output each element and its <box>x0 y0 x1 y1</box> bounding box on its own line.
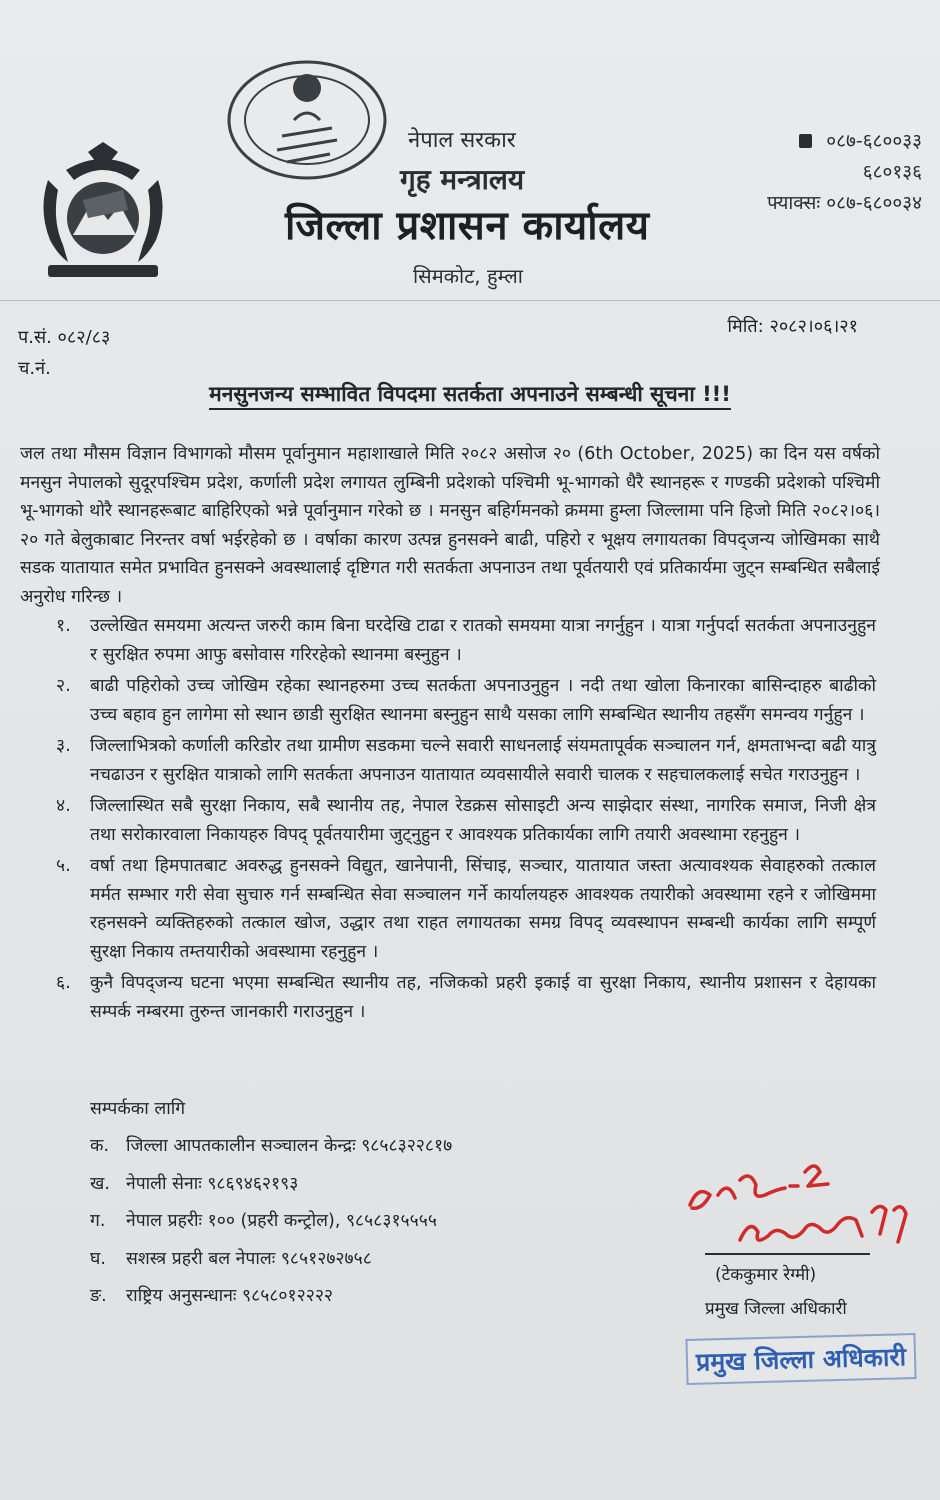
office-location: सिमकोट, हुम्ला <box>413 264 523 288</box>
list-item <box>56 852 876 966</box>
list-item <box>56 792 876 849</box>
item-text: जिल्लास्थित सबै सुरक्षा निकाय, सबै स्थानीय तह, नेपाल रेडक्रस सोसाइटी अन्य साझेदार संस्था, नागरिक समाज, निजी क्षेत्र तथा सरोकारवाला निकायहरु विपद् पूर्वतयारीमा जुट्नुहुन र आवश्यक प्रतिकार्यका लागि तयारी अवस्थामा रहनुहुन । <box>90 796 876 845</box>
official-stamp: प्रमुख जिल्ला अधिकारी <box>685 1333 916 1385</box>
contact-row <box>90 1166 610 1204</box>
ministry-name: गृह मन्त्रालय <box>400 163 525 196</box>
contact-row <box>90 1128 610 1166</box>
item-text: जिल्लाभित्रको कर्णाली करिडोर तथा ग्रामीण सडकमा चल्ने सवारी साधनलाई संयमतापूर्वक सञ्चालन गर्न, क्षमताभन्दा बढी यात्रु नचढाउन र सुरक्षित यात्राको लागि सतर्कता अपनाउन यातायात व्यवसायीले सवारी चालक र सहचालकलाई सचेत गराउनुहुन । <box>90 736 876 785</box>
dispatch-number: च.नं. <box>18 358 51 379</box>
instruction-list <box>56 612 876 1029</box>
handwritten-signature-icon <box>680 1150 920 1260</box>
office-seal-icon <box>222 58 392 188</box>
government-name: नेपाल सरकार <box>408 128 516 153</box>
contact-key: क. <box>90 1136 110 1156</box>
item-number: ४. <box>56 796 71 816</box>
notice-subject <box>0 380 940 408</box>
item-text: उल्लेखित समयमा अत्यन्त जरुरी काम बिना घरदेखि टाढा र रातको समयमा यात्रा नगर्नुहुन । यात्रा गर्नुपर्दा सतर्कता अपनाउनुहुन र सुरक्षित रुपमा आफु बसोवास गरिरहेको स्थानमा बस्नुहुन । <box>90 616 876 665</box>
contact-key: ख. <box>90 1173 110 1194</box>
letter-date: मिति: २०८२।०६।२१ <box>727 316 858 337</box>
contact-text: नेपाल प्रहरीः १०० (प्रहरी कन्ट्रोल), ९८५८३१५५५५ <box>126 1211 437 1231</box>
contact-text: सशस्त्र प्रहरी बल नेपालः ९८५१२७२७५८ <box>126 1248 372 1269</box>
contact-section-label: सम्पर्कका लागि <box>90 1099 186 1119</box>
subject-text: मनसुनजन्य सम्भावित विपदमा सतर्कता अपनाउने सम्बन्धी सूचना !!! <box>209 382 731 410</box>
item-text: वर्षा तथा हिमपातबाट अवरुद्ध हुनसक्ने विद्युत, खानेपानी, सिंचाइ, सञ्चार, यातायात जस्ता अत्यावश्यक सेवाहरुको तत्काल मर्मत सम्भार गरी सेवा सुचारु गर्न सम्बन्धित सेवा सञ्चालन गर्ने कार्यालयहरु आवश्यक तयारीको अवस्थामा रहने र जोखिममा रहनसक्ने व्यक्तिहरुको तत्काल खोज, उद्धार तथा राहत लगायतका समग्र विपद् व्यवस्थापन सम्बन्धी कार्यका लागि सम्पूर्ण सुरक्षा निकाय तम्तयारीको अवस्थामा रहनुहुन । <box>90 856 876 962</box>
contact-text: जिल्ला आपतकालीन सञ्चालन केन्द्रः ९८५८३२२८१७ <box>126 1136 453 1156</box>
phone-number-2: ६८०१३६ <box>862 161 922 183</box>
contact-row <box>90 1241 610 1279</box>
contact-text: राष्ट्रिय अनुसन्धानः ९८५८०१२२२२ <box>126 1286 334 1306</box>
list-item <box>56 732 876 789</box>
contact-key: ङ. <box>90 1286 107 1306</box>
contact-row <box>90 1203 610 1241</box>
item-number: १. <box>56 616 71 636</box>
item-text: कुनै विपद्जन्य घटना भएमा सम्बन्धित स्थानीय तह, नजिकको प्रहरी इकाई वा सुरक्षा निकाय, स्थानीय प्रशासन र देहायका सम्पर्क नम्बरमा तुरुन्त जानकारी गराउनुहुन । <box>90 973 876 1022</box>
item-text: बाढी पहिरोको उच्च जोखिम रहेका स्थानहरुमा उच्च सतर्कता अपनाउनुहुन । नदी तथा खोला किनारका बासिन्दाहरु बाढीको उच्च बहाव हुन लागेमा सो स्थान छाडी सुरक्षित स्थानमा बस्नुहुन साथै यसका लागि सम्बन्धित स्थानीय तहसँग समन्वय गर्नुहुन । <box>90 676 876 725</box>
reference-number: प.सं. ०८२/८३ <box>18 327 111 348</box>
header-divider <box>0 300 940 301</box>
phone-line-1 <box>767 126 922 157</box>
item-number: ५. <box>56 856 71 876</box>
notice-body: जल तथा मौसम विज्ञान विभागको मौसम पूर्वानुमान महाशाखाले मिति २०८२ असोज २० (6th October, 2025) का दिन यस वर्षको मनसुन नेपालको सुदूरपश्चिम प्रदेश, कर्णाली प्रदेश लगायत लुम्बिनी प्रदेशको पश्चिमी भू-भागको धैरै स्थानहरू र गण्डकी प्रदेशको पश्चिमी भू-भागको थोरै स्थानहरूबाट बाहिरिएको भन्ने पूर्वानुमान गरेको छ । मनसुन बहिर्गमनको क्रममा हुम्ला जिल्लामा पनि हिजो मिति २०८२।०६।२० गते बेलुकाबाट निरन्तर वर्षा भईरहेको छ । वर्षाका कारण उत्पन्न हुनसक्ने बाढी, पहिरो र भूक्षय लगायतका विपद्जन्य जोखिमका साथै सडक यातायात समेत प्रभावित हुनसक्ने अवस्थालाई दृष्टिगत गरी सतर्कता अपनाउन तथा पूर्वतयारी एवं प्रतिकार्यमा जुट्न सम्बन्धित सबैलाई अनुरोध गरिन्छ । <box>20 444 880 607</box>
item-number: ६. <box>56 973 71 993</box>
office-name: जिल्ला प्रशासन कार्यालय <box>285 203 650 249</box>
signer-title: प्रमुख जिल्ला अधिकारी <box>705 1299 847 1319</box>
contact-key: घ. <box>90 1248 106 1269</box>
contact-key: ग. <box>90 1211 106 1231</box>
contact-text: नेपाली सेनाः ९८६९४६२१९३ <box>126 1173 299 1194</box>
contact-row <box>90 1278 610 1316</box>
phone-number-1: ०८७-६८००३३ <box>826 130 922 152</box>
fax-number: फ्याक्सः ०८७-६८००३४ <box>767 192 922 214</box>
emergency-contacts <box>90 1128 610 1316</box>
signer-name: (टेककुमार रेग्मी) <box>715 1265 817 1285</box>
item-number: २. <box>56 676 71 696</box>
list-item <box>56 969 876 1026</box>
signature-line <box>705 1253 870 1255</box>
nepal-government-emblem-icon <box>28 140 178 285</box>
list-item <box>56 672 876 729</box>
phone-icon <box>799 134 812 148</box>
item-number: ३. <box>56 736 71 756</box>
list-item <box>56 612 876 669</box>
office-contact <box>767 126 922 219</box>
